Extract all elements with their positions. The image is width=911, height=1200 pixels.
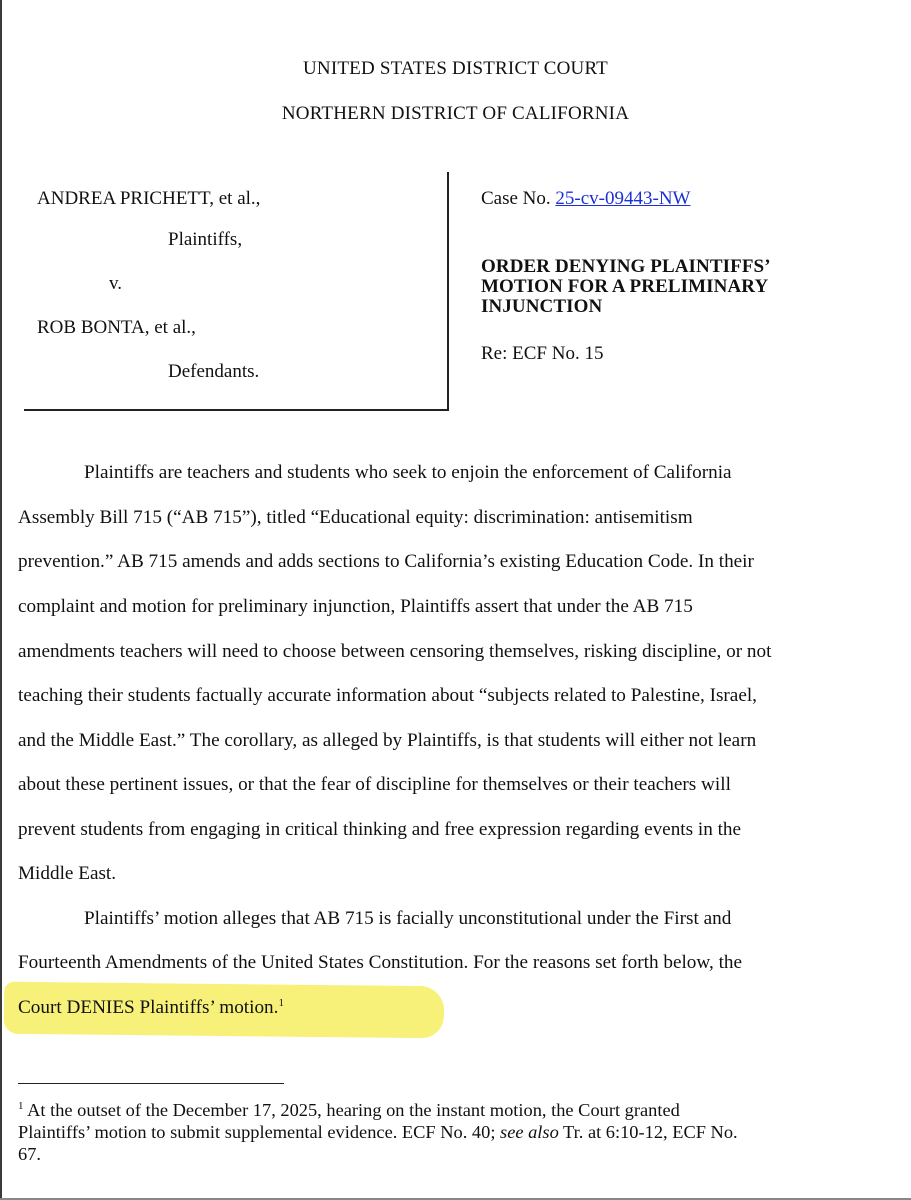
body-line: prevent students from engaging in critical thinking and free expression regarding events in the — [18, 819, 742, 840]
page-left-border — [0, 0, 2, 1200]
body-line: complaint and motion for preliminary injunction, Plaintiffs assert that under the AB 715 — [18, 596, 693, 617]
plaintiff-role: Plaintiffs, — [168, 229, 243, 250]
body-line: and the Middle East.” The corollary, as alleged by Plaintiffs, is that students will either not learn — [18, 730, 757, 751]
body-line: Plaintiffs’ motion alleges that AB 715 is facially unconstitutional under the First and — [84, 908, 732, 929]
footnote-line — [18, 1122, 738, 1142]
plaintiff-name: ANDREA PRICHETT, et al., — [37, 188, 261, 209]
body-line-highlighted — [18, 997, 284, 1019]
case-number-label: Case No. — [481, 188, 551, 209]
denial-sentence: Court DENIES Plaintiffs’ motion. — [18, 997, 279, 1018]
footnote-separator — [18, 1083, 284, 1084]
defendant-role: Defendants. — [168, 361, 260, 382]
body-line: about these pertinent issues, or that the fear of discipline for themselves or their teachers will — [18, 774, 731, 795]
footnote-line: 67. — [18, 1144, 41, 1164]
footnote-italic-signal: see also — [500, 1122, 559, 1142]
versus-label: v. — [109, 273, 123, 294]
caption-vertical-rule — [447, 172, 449, 410]
footnote-line — [18, 1100, 680, 1120]
body-line: Fourteenth Amendments of the United States Constitution. For the reasons set forth below, the — [18, 952, 743, 973]
order-title-line: ORDER DENYING PLAINTIFFS’ — [481, 256, 771, 277]
footnote-text: Tr. at 6:10-12, ECF No. — [558, 1122, 738, 1142]
order-title — [481, 257, 881, 317]
body-line: Middle East. — [18, 863, 117, 884]
court-name: UNITED STATES DISTRICT COURT — [302, 58, 608, 79]
defendant-name: ROB BONTA, et al., — [37, 317, 196, 338]
case-number-line — [481, 188, 690, 210]
body-line: Assembly Bill 715 (“AB 715”), titled “Educational equity: discrimination: antisemitism — [18, 507, 693, 528]
footnote-reference[interactable]: 1 — [278, 997, 284, 1009]
court-district: NORTHERN DISTRICT OF CALIFORNIA — [281, 103, 630, 124]
body-line: amendments teachers will need to choose between censoring themselves, risking discipline, or not — [18, 641, 772, 662]
caption-horizontal-rule — [24, 409, 449, 411]
case-number-link[interactable]: 25-cv-09443-NW — [555, 188, 691, 209]
order-title-line: MOTION FOR A PRELIMINARY — [481, 276, 769, 297]
re-line: Re: ECF No. 15 — [481, 343, 604, 364]
footnote-marker: 1 — [18, 1100, 24, 1112]
body-line: teaching their students factually accurate information about “subjects related to Palestine, Israel, — [18, 685, 757, 706]
footnote-text: Plaintiffs’ motion to submit supplemental evidence. ECF No. 40; — [18, 1122, 501, 1142]
order-title-line: INJUNCTION — [481, 296, 603, 317]
body-line: prevention.” AB 715 amends and adds sections to California’s existing Education Code. In their — [18, 551, 754, 572]
footnote-text: At the outset of the December 17, 2025, hearing on the instant motion, the Court granted — [27, 1100, 680, 1120]
body-line: Plaintiffs are teachers and students who seek to enjoin the enforcement of California — [84, 462, 732, 483]
